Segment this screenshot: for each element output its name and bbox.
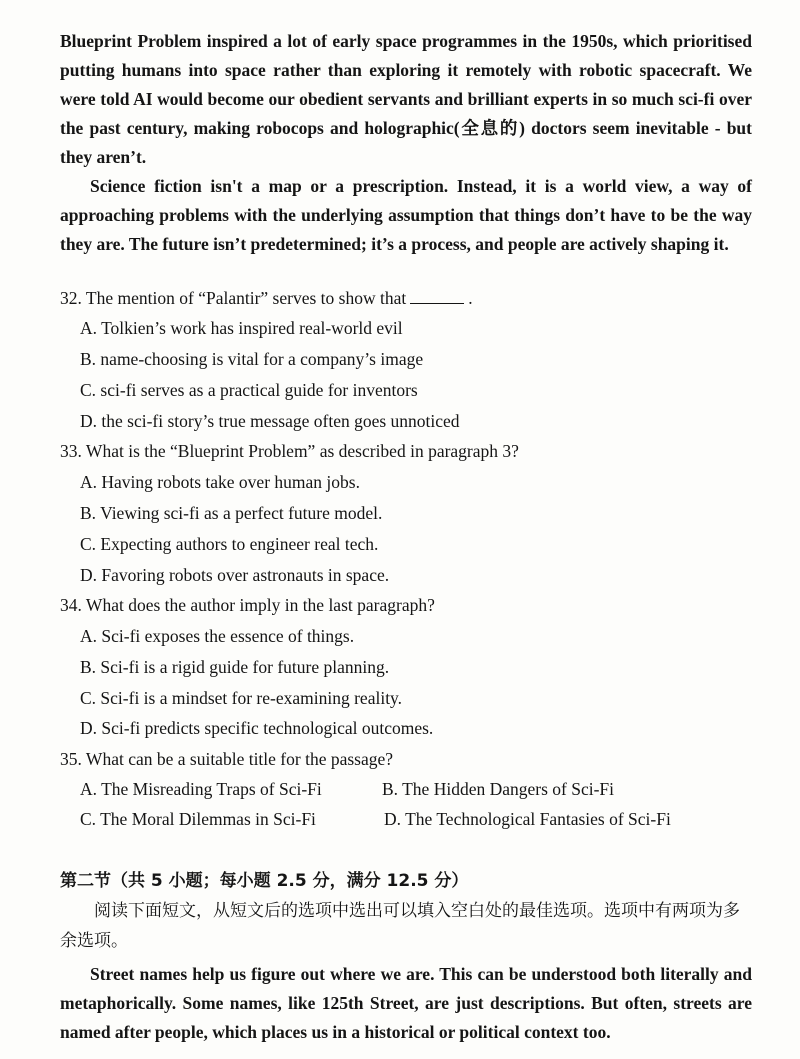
question-32-option-b: B. name-choosing is vital for a company’s image bbox=[80, 349, 424, 369]
passage-paragraph-last: Science fiction isn't a map or a prescription. Instead, it is a world view, a way of approaching problems with the underlying assumption that things don’t have to be the way they are. The future isn’t predetermined; it’s a process, and people are actively shaping it. bbox=[60, 176, 752, 254]
section-2-passage-start: Street names help us figure out where we are. This can be understood both literally and metaphorically. Some names, like 125th Street, are just descriptions. But often, streets are named after people, which places us in a historical or political context too. bbox=[60, 964, 752, 1042]
question-35-stem: 35. What can be a suitable title for the passage? bbox=[60, 749, 394, 769]
question-32-option-d: D. the sci-fi story’s true message often goes unnoticed bbox=[80, 411, 460, 431]
question-35-option-d: D. The Technological Fantasies of Sci-Fi bbox=[384, 809, 671, 829]
question-33-option-b: B. Viewing sci-fi as a perfect future model. bbox=[80, 503, 383, 523]
question-33-option-c: C. Expecting authors to engineer real tech. bbox=[80, 534, 379, 554]
question-35-option-a: A. The Misreading Traps of Sci-Fi bbox=[80, 779, 322, 799]
question-33-option-d: D. Favoring robots over astronauts in space. bbox=[80, 565, 390, 585]
question-32-stem-text: 32. The mention of “Palantir” serves to show that bbox=[60, 288, 407, 308]
question-32-option-c: C. sci-fi serves as a practical guide for inventors bbox=[80, 380, 418, 400]
answer-blank bbox=[410, 288, 464, 304]
question-32-stem-end: . bbox=[468, 288, 473, 308]
question-34-option-b: B. Sci-fi is a rigid guide for future planning. bbox=[80, 657, 390, 677]
section-2-heading: 第二节（共 5 小题；每小题 2.5 分，满分 12.5 分） bbox=[60, 871, 469, 891]
question-34-option-a: A. Sci-fi exposes the essence of things. bbox=[80, 626, 355, 646]
question-32-stem bbox=[60, 287, 473, 309]
passage-paragraph-blueprint: Blueprint Problem inspired a lot of early space programmes in the 1950s, which prioritised putting humans into space rather than exploring it remotely with robotic spacecraft. We were told AI would become our obedient servants and brilliant experts in so much sci-fi over the past century, making robocops and holographic(全息的) doctors seem inevitable - but they aren’t. bbox=[60, 31, 752, 167]
question-34-stem: 34. What does the author imply in the last paragraph? bbox=[60, 595, 435, 615]
question-35-option-c: C. The Moral Dilemmas in Sci-Fi bbox=[80, 809, 316, 829]
section-2-instruction: 阅读下面短文，从短文后的选项中选出可以填入空白处的最佳选项。选项中有两项为多余选项。 bbox=[60, 901, 740, 951]
question-33-option-a: A. Having robots take over human jobs. bbox=[80, 472, 360, 492]
question-33-stem: 33. What is the “Blueprint Problem” as described in paragraph 3? bbox=[60, 441, 519, 461]
question-34-option-c: C. Sci-fi is a mindset for re-examining reality. bbox=[80, 688, 403, 708]
question-34-option-d: D. Sci-fi predicts specific technological outcomes. bbox=[80, 718, 434, 738]
question-35-option-b: B. The Hidden Dangers of Sci-Fi bbox=[382, 779, 615, 799]
question-32-option-a: A. Tolkien’s work has inspired real-world evil bbox=[80, 318, 403, 338]
